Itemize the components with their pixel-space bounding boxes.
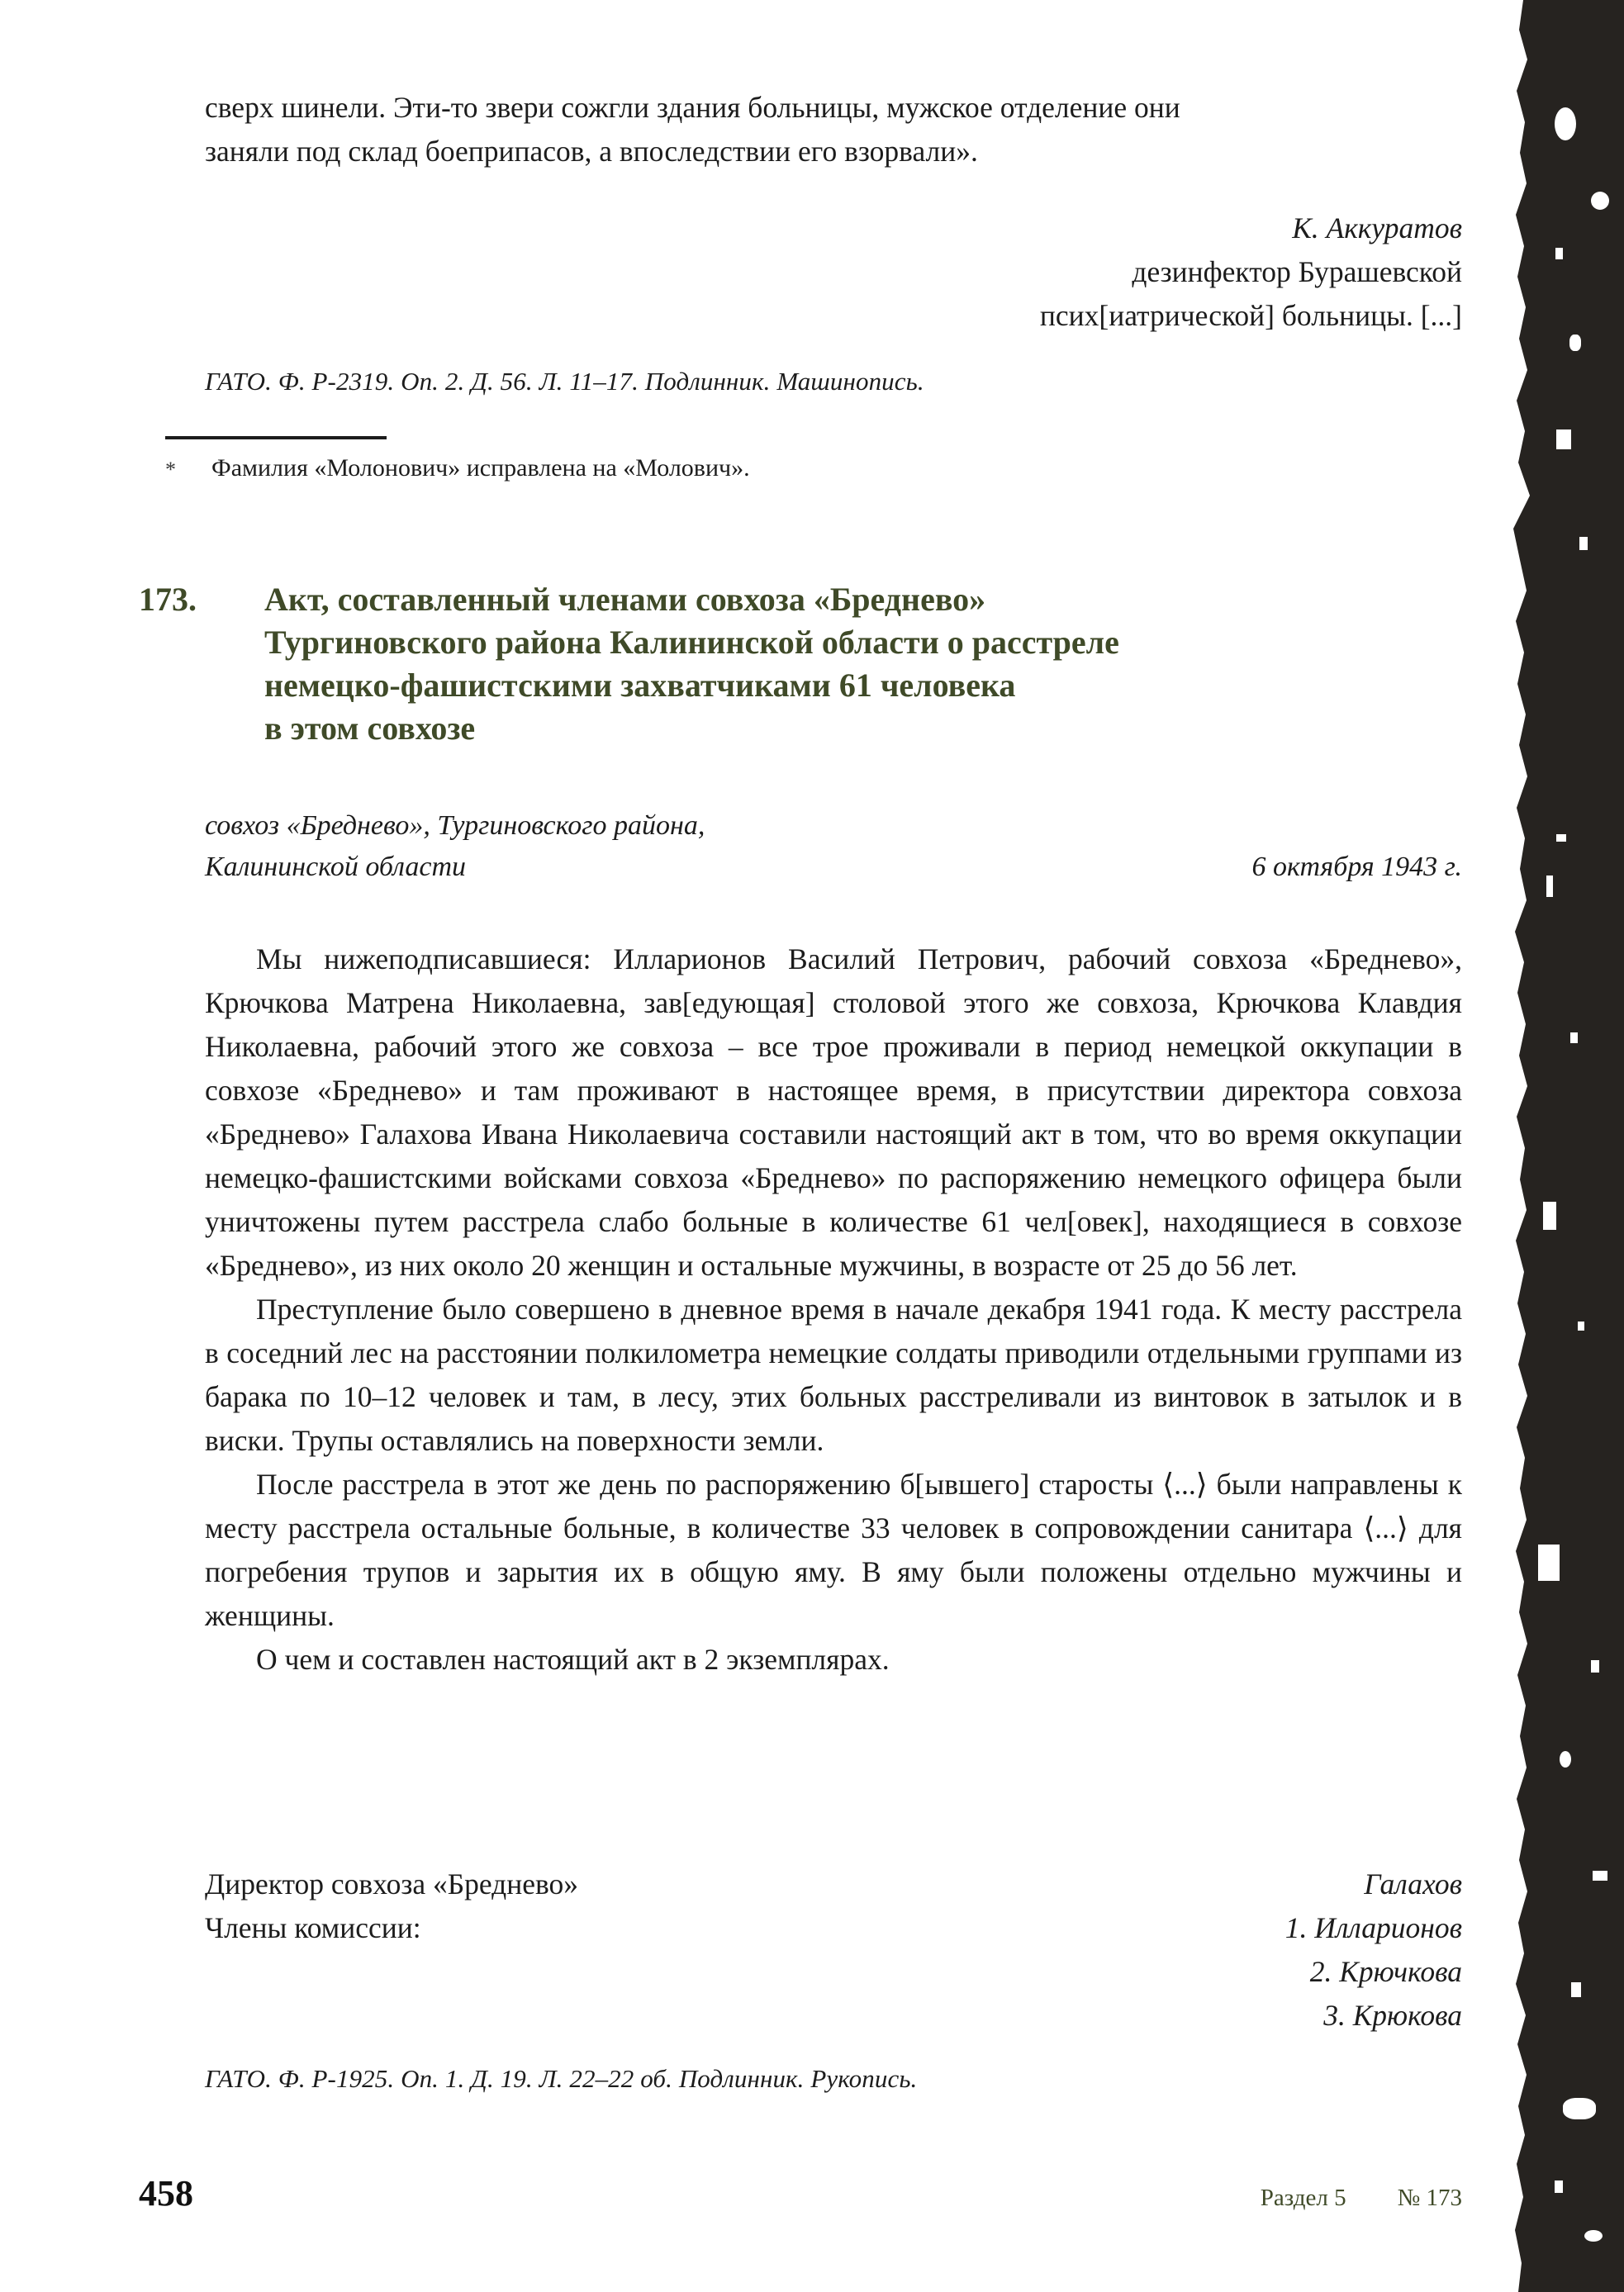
body-paragraph-3: После расстрела в этот же день по распоряжению б[ывшего] старосты ⟨...⟩ были направлены к месту расстрела остальные больные, в количестве 33 человек в сопровождении санитара ⟨...⟩ для погребения трупов и зарытия их в общую яму. В яму были положены отдельно мужчины и женщины. — [205, 1468, 1462, 1632]
body-paragraph-1: Мы нижеподписавшиеся: Илларионов Василий Петрович, рабочий совхоза «Бреднево», Крючкова Матрена Николаевна, зав[едующая] столовой этого же совхоза, Крючкова Клавдия Николаевна, рабочий этого же совхоза – все трое проживали в период немецкой оккупации в совхозе «Бреднево» и там проживают в настоящее время, в присутствии директора совхоза «Бреднево» Галахова Ивана Николаевича составили настоящий акт в том, что во время оккупации немецко-фашистскими войсками совхоза «Бреднево» по распоряжению немецкого офицера были уничтожены путем расстрела слабо больные в количестве 61 чел[овек], находящиеся в совхозе «Бреднево», из них около 20 женщин и остальные мужчины, в возрасте от 25 до 56 лет. — [205, 942, 1462, 1282]
dateline-row-2 — [205, 847, 1462, 888]
scan-speck — [1584, 2230, 1603, 2242]
quote-line-2: заняли под склад боеприпасов, а впоследствии его взорвали». — [205, 135, 978, 168]
director-name: Галахов — [1364, 1867, 1462, 1901]
scan-speck — [1570, 1032, 1578, 1043]
commission-member-3: 3. Крюкова — [1323, 1999, 1462, 2032]
archival-citation-top: ГАТО. Ф. Р-2319. Оп. 2. Д. 56. Л. 11–17. Подлинник. Машинопись. — [205, 367, 924, 396]
scan-speck — [1569, 335, 1581, 351]
signature-block — [205, 1863, 1462, 2038]
footnote-separator-rule — [165, 436, 387, 439]
archival-citation-bottom: ГАТО. Ф. Р-1925. Оп. 1. Д. 19. Л. 22–22 об. Подлинник. Рукопись. — [205, 2064, 918, 2093]
scan-speck — [1578, 1322, 1584, 1331]
quote-attribution — [205, 206, 1462, 338]
scan-speck — [1560, 1751, 1571, 1768]
scan-speck — [1555, 248, 1563, 259]
footer-document-number: № 173 — [1397, 2185, 1462, 2211]
dateline-place-line-1: совхоз «Бреднево», Тургиновского района, — [205, 810, 705, 841]
body-paragraph-2: Преступление было совершено в дневное время в начале декабря 1941 года. К месту расстрела в соседний лес на расстоянии полкилометра немецкие солдаты приводили отдельными группами из барака по 10–12 человек и там, в лесу, этих больных расстреливали из винтовок в затылок и в виски. Трупы оставлялись на поверхности земли. — [205, 1293, 1462, 1457]
scan-speck — [1591, 1660, 1599, 1673]
footnote-block — [165, 436, 1462, 486]
footnote-text: Фамилия «Молонович» исправлена на «Молович». — [211, 454, 750, 482]
heading-line-4: в этом совхозе — [264, 709, 476, 747]
scan-speck — [1546, 876, 1553, 897]
signature-row-director — [205, 1863, 1462, 1906]
document-body — [205, 937, 1462, 1682]
footnote-row — [165, 451, 1462, 486]
signature-row-member-1 — [205, 1906, 1462, 1950]
attribution-role-line-2: псих[иатрической] больницы. [...] — [1039, 299, 1462, 332]
dateline-block — [205, 805, 1462, 888]
scan-speck — [1563, 2098, 1596, 2119]
attribution-name: К. Аккуратов — [1292, 211, 1462, 244]
scan-edge-ragged-border — [1505, 0, 1538, 2292]
dateline-date: 6 октября 1943 г. — [1251, 852, 1462, 882]
body-paragraph-4: О чем и составлен настоящий акт в 2 экземплярах. — [256, 1643, 890, 1676]
scan-speck — [1543, 1202, 1556, 1230]
members-label: Члены комиссии: — [205, 1911, 421, 1944]
scan-speck — [1579, 537, 1588, 550]
document-heading — [139, 578, 1460, 750]
footnote-marker: * — [165, 458, 176, 482]
director-role: Директор совхоза «Бреднево» — [205, 1867, 579, 1901]
dateline-row-1 — [205, 805, 1462, 847]
scan-speck — [1556, 834, 1566, 842]
scan-speck — [1555, 107, 1576, 140]
commission-member-1: 1. Илларионов — [1284, 1911, 1462, 1944]
heading-line-2: Тургиновского района Калининской области о расстреле — [264, 624, 1119, 661]
page-footer — [139, 2172, 1462, 2214]
heading-line-1: Акт, составленный членами совхоза «Бреднево» — [264, 581, 986, 618]
document-heading-number: 173. — [139, 581, 197, 618]
heading-line-3: немецко-фашистскими захватчиками 61 человека — [264, 667, 1016, 704]
scan-speck — [1555, 2180, 1563, 2193]
document-heading-title — [264, 578, 1355, 750]
page-number: 458 — [139, 2173, 193, 2214]
attribution-role-line-1: дезинфектор Бурашевской — [1132, 255, 1462, 288]
footer-right-group — [1261, 2185, 1462, 2212]
scan-speck — [1593, 1871, 1607, 1881]
commission-member-2: 2. Крючкова — [1309, 1955, 1462, 1988]
footer-section-label: Раздел 5 — [1260, 2185, 1346, 2211]
dateline-place-line-2: Калининской области — [205, 852, 467, 882]
scan-speck — [1571, 1982, 1581, 1997]
scan-speck — [1556, 429, 1571, 449]
continued-quote-block — [205, 86, 1462, 173]
scan-speck — [1591, 192, 1609, 210]
quote-line-1: сверх шинели. Эти-то звери сожгли здания больницы, мужское отделение они — [205, 91, 1180, 124]
scan-speck — [1538, 1545, 1560, 1581]
